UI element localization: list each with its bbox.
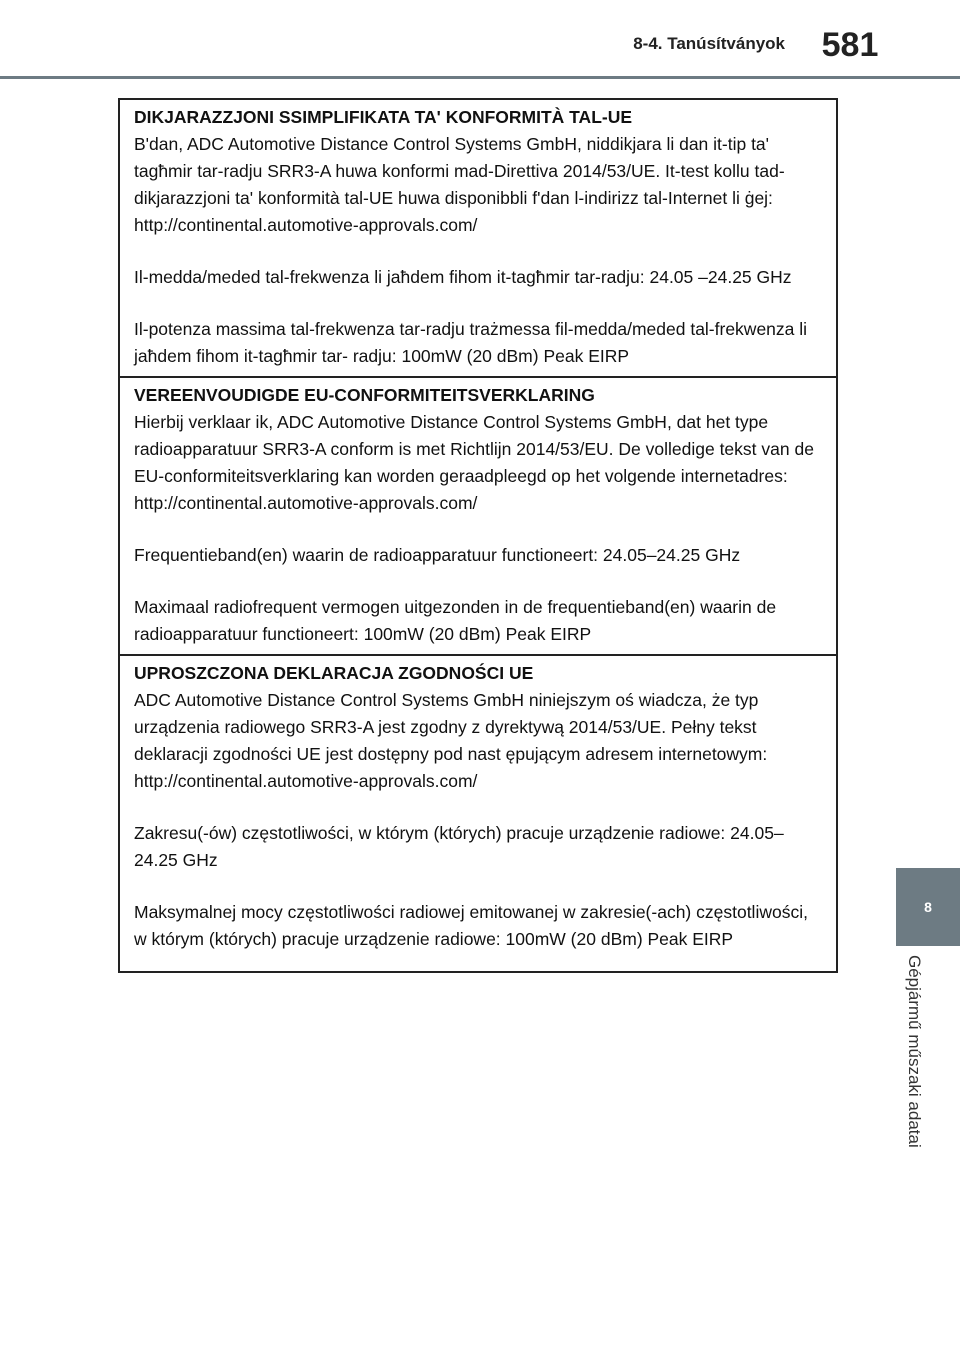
chapter-label: Gépjármű műszaki adatai xyxy=(905,955,924,1148)
frequency-band: Zakresu(-ów) częstotliwości, w którym (których) pracuje urządzenie radiowe: 24.05–24.25 GHz xyxy=(134,823,784,870)
max-power: Maximaal radiofrequent vermogen uitgezonden in de frequentieband(en) waarin de radioapparatuur functioneert: 100mW (20 dBm) Peak EIRP xyxy=(134,597,777,644)
declaration-dutch xyxy=(120,378,836,656)
declaration-statement: B'dan, ADC Automotive Distance Control Systems GmbH, niddikjara li dan it-tip ta' tagħmir tar-radju SRR3-A huwa konformi mad-Direttiva 2014/53/UE. It-test kollu tad-dikjarazzjoni ta' konformità tal-UE huwa disponibbli f'dan l-indirizz tal-Internet li ġej: xyxy=(134,134,785,208)
declaration-title: VEREENVOUDIGDE EU-CONFORMITEITSVERKLARING xyxy=(134,385,595,405)
chapter-number: 8 xyxy=(924,899,932,915)
declaration-table xyxy=(118,98,838,973)
page-number: 581 xyxy=(821,26,879,64)
declaration-url: http://continental.automotive-approvals.com/ xyxy=(134,771,478,791)
header-divider xyxy=(0,76,960,79)
declaration-title: DIKJARAZZJONI SSIMPLIFIKATA TA' KONFORMITÀ TAL-UE xyxy=(134,107,633,127)
section-title: 8-4. Tanúsítványok xyxy=(633,34,785,53)
declaration-url: http://continental.automotive-approvals.com/ xyxy=(134,215,478,235)
frequency-band: Frequentieband(en) waarin de radioapparatuur functioneert: 24.05–24.25 GHz xyxy=(134,545,741,565)
chapter-label-container xyxy=(900,955,924,1205)
chapter-tab[interactable] xyxy=(896,868,960,946)
max-power: Maksymalnej mocy częstotliwości radiowej emitowanej w zakresie(-ach) częstotliwości, w którym (których) pracuje urządzenie radiowe: 100mW (20 dBm) Peak EIRP xyxy=(134,902,808,949)
frequency-band: Il-medda/meded tal-frekwenza li jaħdem fihom it-tagħmir tar-radju: 24.05 –24.25 GHz xyxy=(134,267,792,287)
max-power: Il-potenza massima tal-frekwenza tar-radju trażmessa fil-medda/meded tal-frekwenza li jaħdem fihom it-tagħmir tar- radju: 100mW (20 dBm) Peak EIRP xyxy=(134,319,808,366)
declaration-maltese xyxy=(120,100,836,378)
declaration-title: UPROSZCZONA DEKLARACJA ZGODNOŚCI UE xyxy=(134,663,534,683)
declaration-url: http://continental.automotive-approvals.com/ xyxy=(134,493,478,513)
declaration-statement: ADC Automotive Distance Control Systems GmbH niniejszym oś wiadcza, że typ urządzenia radiowego SRR3-A jest zgodny z dyrektywą 2014/53/UE. Pełny tekst deklaracji zgodności UE jest dostępny pod nast ępującym adresem internetowym: xyxy=(134,690,768,764)
declaration-polish xyxy=(120,656,836,971)
declaration-statement: Hierbij verklaar ik, ADC Automotive Distance Control Systems GmbH, dat het type radioapparatuur SRR3-A conform is met Richtlijn 2014/53/EU. De volledige tekst van de EU-conformiteitsverklaring kan worden geraadpleegd op het volgende internetadres: xyxy=(134,412,814,486)
